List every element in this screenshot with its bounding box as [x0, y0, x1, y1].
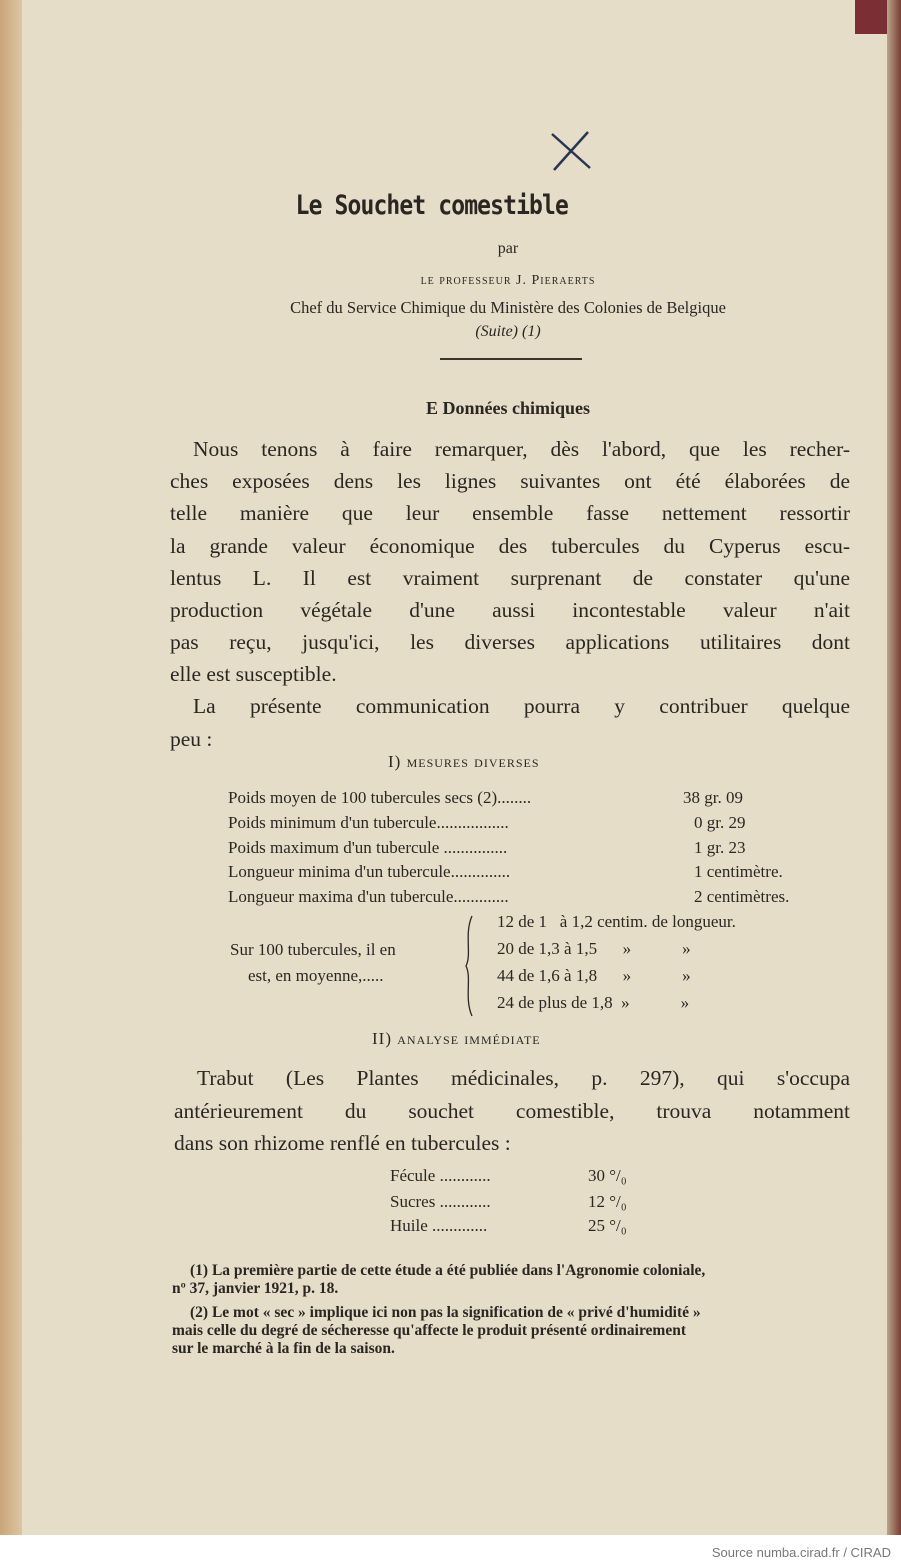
section-heading-1: I) mesures diverses — [388, 752, 540, 771]
footnote-1-cont: nº 37, janvier 1921, p. 18. — [172, 1280, 339, 1297]
distribution-row: 12 de 1 à 1,2 centim. de longueur. — [497, 912, 736, 931]
curly-brace — [460, 914, 480, 1018]
paragraph-line: lentus L. Il est vraiment surprenant de constater qu'une — [170, 566, 850, 590]
footnote-2-cont: sur le marché à la fin de la saison. — [172, 1340, 395, 1357]
measure-label: Longueur minima d'un tubercule.............. — [228, 862, 511, 881]
distribution-label: Sur 100 tubercules, il en — [230, 940, 396, 959]
paragraph-line: antérieurement du souchet comestible, trouva notamment — [174, 1099, 850, 1123]
paragraph-line: elle est susceptible. — [170, 662, 337, 686]
paragraph-line: Nous tenons à faire remarquer, dès l'abord, que les recher- — [193, 437, 850, 461]
analysis-label: Sucres ............ — [390, 1192, 491, 1211]
analysis-label: Huile ............. — [390, 1216, 488, 1235]
measure-label: Longueur maxima d'un tubercule............. — [228, 887, 509, 906]
analysis-value: 12 °/₀ — [588, 1192, 627, 1211]
paragraph-line: telle manière que leur ensemble fasse nettement ressortir — [170, 501, 850, 525]
distribution-row: 24 de plus de 1,8 » » — [497, 993, 690, 1012]
paragraph-line: la grande valeur économique des tubercules du Cyperus escu- — [170, 534, 850, 558]
title-rule — [440, 358, 582, 360]
paragraph-line: Trabut (Les Plantes médicinales, p. 297), qui s'occupa — [197, 1066, 850, 1090]
analysis-value: 25 °/₀ — [588, 1216, 627, 1235]
section-heading-2: II) analyse immédiate — [372, 1029, 541, 1048]
paragraph-line: peu : — [170, 727, 213, 751]
paragraph-line: dans son rhizome renflé en tubercules : — [174, 1131, 511, 1155]
article-title: Le Souchet comestible — [295, 190, 568, 221]
measure-label: Poids minimum d'un tubercule................. — [228, 813, 509, 832]
book-spine-edge — [887, 0, 901, 1535]
measure-label: Poids moyen de 100 tubercules secs (2)........ — [228, 788, 532, 807]
distribution-row: 20 de 1,3 à 1,5 » » — [497, 939, 691, 958]
by-line: par — [497, 240, 519, 257]
footnote-1: (1) La première partie de cette étude a été publiée dans l'Agronomie coloniale, — [190, 1262, 706, 1279]
paragraph-line: ches exposées dens les lignes suivantes ont été élaborées de — [170, 469, 850, 493]
measure-value: 1 gr. 23 — [694, 838, 746, 857]
analysis-value: 30 °/₀ — [588, 1166, 627, 1185]
author: le professeur J. Pieraerts — [420, 273, 596, 288]
source-credit: Source numba.cirad.fr / CIRAD — [711, 1545, 891, 1560]
footnote-2: (2) Le mot « sec » implique ici non pas la signification de « privé d'humidité » — [190, 1304, 701, 1321]
analysis-label: Fécule ............ — [390, 1166, 491, 1185]
measure-value: 2 centimètres. — [694, 887, 790, 906]
spine-ribbon — [855, 0, 887, 34]
measure-value: 38 gr. 09 — [683, 788, 743, 807]
footnote-2-cont: mais celle du degré de sécheresse qu'affecte le produit présenté ordinairement — [172, 1322, 686, 1339]
measure-label: Poids maximum d'un tubercule ............... — [228, 838, 508, 857]
affiliation: Chef du Service Chimique du Ministère des Colonies de Belgique — [290, 298, 726, 317]
measure-value: 1 centimètre. — [694, 862, 783, 881]
distribution-label: est, en moyenne,..... — [248, 966, 384, 985]
handwritten-x-mark — [548, 128, 594, 174]
section-heading-e: E Données chimiques — [425, 398, 591, 418]
distribution-row: 44 de 1,6 à 1,8 » » — [497, 966, 691, 985]
page-binding-edge — [0, 0, 22, 1535]
paragraph-line: production végétale d'une aussi incontestable valeur n'ait — [170, 598, 850, 622]
measure-value: 0 gr. 29 — [694, 813, 746, 832]
paragraph-line: pas reçu, jusqu'ici, les diverses applications utilitaires dont — [170, 630, 850, 654]
paragraph-line: La présente communication pourra y contribuer quelque — [193, 694, 850, 718]
suite-note: (Suite) (1) — [475, 323, 541, 340]
